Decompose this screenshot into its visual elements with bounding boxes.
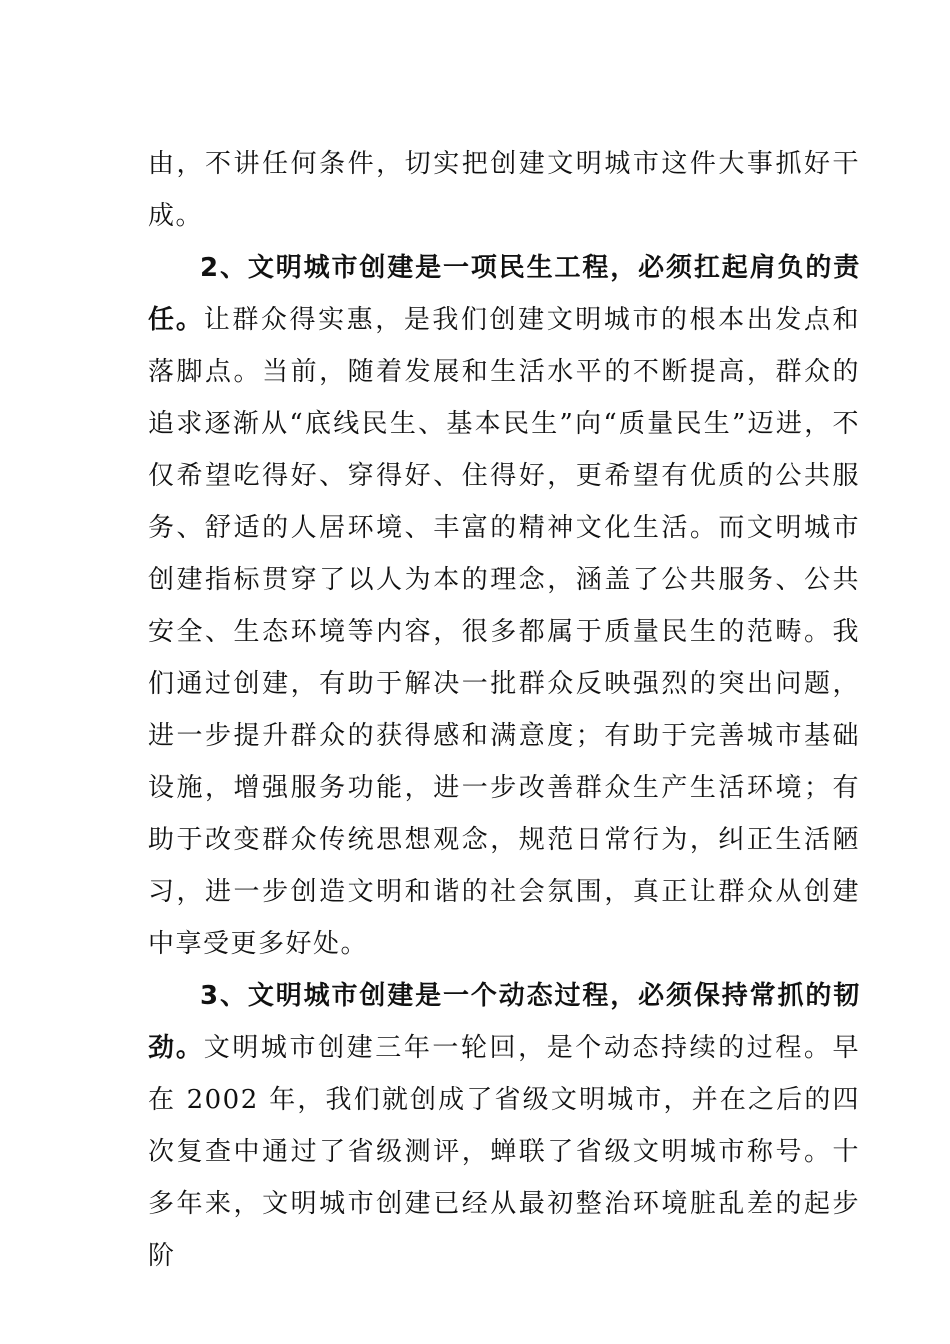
- paragraph-civil-livelihood: [148, 242, 860, 970]
- document-body: [148, 138, 860, 1282]
- paragraph-heading: 3、文明城市创建是一个动态过程，必须保持常抓的韧劲。: [148, 981, 860, 1063]
- paragraph-text: 让群众得实惠，是我们创建文明城市的根本出发点和落脚点。当前，随着发展和生活水平的不断提高，群众的追求逐渐从“底线民生、基本民生”向“质量民生”迈进，不仅希望吃得好、穿得好、住得好，更希望有优质的公共服务、舒适的人居环境、丰富的精神文化生活。而文明城市创建指标贯穿了以人为本的理念，涵盖了公共服务、公共安全、生态环境等内容，很多都属于质量民生的范畴。我们通过创建，有助于解决一批群众反映强烈的突出问题，进一步提升群众的获得感和满意度；有助于完善城市基础设施，增强服务功能，进一步改善群众生产生活环境；有助于改变群众传统思想观念，规范日常行为，纠正生活陋习，进一步创造文明和谐的社会氛围，真正让群众从创建中享受更多好处。: [148, 305, 860, 959]
- paragraph-dynamic-process: [148, 970, 860, 1282]
- paragraph-heading: 2、文明城市创建是一项民生工程，必须扛起肩负的责任。: [148, 253, 860, 335]
- paragraph-text: 文明城市创建三年一轮回，是个动态持续的过程。早在 2002 年，我们就创成了省级文明城市，并在之后的四次复查中通过了省级测评，蝉联了省级文明城市称号。十多年来，文明城市创建已经从最初整治环境脏乱差的起步阶: [148, 1033, 860, 1271]
- paragraph-continuation: [148, 138, 860, 242]
- paragraph-text: 由，不讲任何条件，切实把创建文明城市这件大事抓好干成。: [148, 149, 860, 231]
